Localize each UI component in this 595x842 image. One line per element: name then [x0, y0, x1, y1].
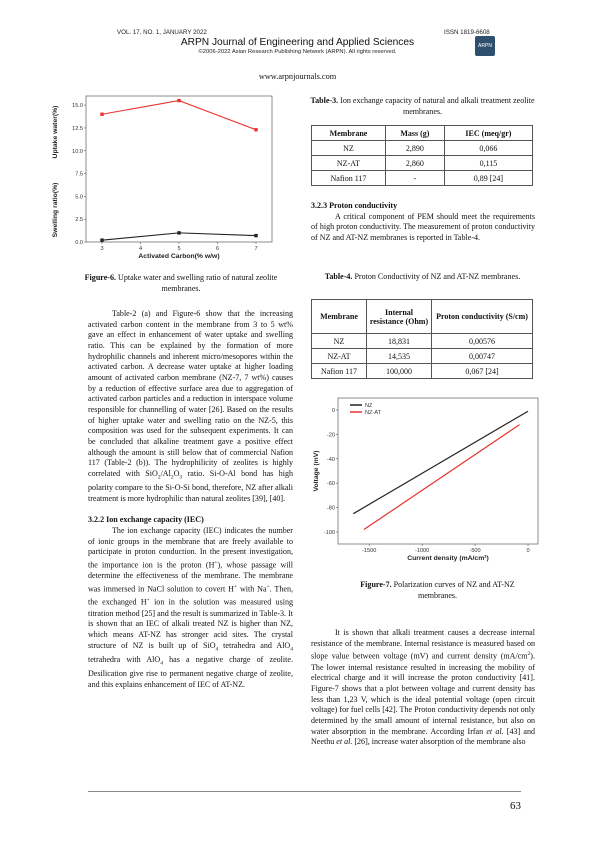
legend-label: NZ [365, 403, 373, 409]
issn: ISSN 1819-6608 [444, 29, 490, 36]
section-3-2-2-heading: 3.2.2 Ion exchange capacity (IEC) [88, 515, 204, 525]
figure-6-chart [44, 92, 276, 260]
t3-header: IEC (meq/gr) [444, 126, 532, 141]
plot-frame [338, 398, 538, 544]
journal-title: ARPN Journal of Engineering and Applied Sciences [180, 37, 415, 48]
swelling-ratio-point [254, 234, 257, 237]
t3-cell: NZ [312, 141, 386, 156]
uptake-water-point [177, 99, 180, 102]
y-tick-label: 0 [331, 408, 335, 414]
t4-header: Membrane [312, 300, 367, 334]
x-tick-label: -1000 [414, 548, 430, 554]
t3-cell: 0,066 [444, 141, 532, 156]
swelling-ratio-point [177, 231, 180, 234]
t3-cell: Nafion 117 [312, 171, 386, 186]
table-3-caption-text: Ion exchange capacity of natural and alkali treatment zeolite membranes. [340, 96, 535, 116]
y-axis-title: Voltage (mV) [313, 450, 320, 492]
x-tick-label: 0 [526, 548, 530, 554]
t3-cell: 2,860 [385, 156, 444, 171]
x-tick-label: 5 [177, 246, 181, 252]
t3-cell: 0,115 [444, 156, 532, 171]
x-tick-label: 6 [215, 246, 220, 252]
paragraph-proton-intro: A critical component of PEM should meet the requirements of high proton conductivity. The measurement of proton conductivity of NZ and AT-NZ membranes is reported in Table-4. [311, 211, 535, 242]
y-tick-label: 10.0 [72, 148, 83, 155]
paragraph-internal-resistance: It is shown that alkali treatment causes a decrease internal resistance of the membrane. Internal resistance is measured based on slope value between voltage (mV) and current density $(mA/cm^2)$. The lower internal resistance resulted in increasing the mobility of electrical charge and it will increase the proton conductivity [41]. Figure-7 shows that a plot between voltage and current density has less than 1,23 V, which is the ideal potential voltage (open circuit voltage) for fuel cells [42]. The Proton conductivity depends not only determined by the small amount of internal resistance, but also on water absorption in the membrane. According Irfan et al. [43] and Neethu et al. [26], increase water absorption of the membrane also [311, 628, 535, 747]
x-axis-title: Current density (mA/cm²) [407, 555, 489, 562]
y-tick-label: -100 [323, 530, 335, 536]
legend-label: NZ-AT [365, 410, 382, 416]
table-3-caption: Table-3. Ion exchange capacity of natural and alkali treatment zeolite membranes. [310, 96, 535, 116]
t3-cell: - [385, 171, 444, 186]
paragraph-water-uptake: Table-2 (a) and Figure-6 show that the increasing activated carbon content in the membrane from 3 to 5 wt% gave an effect in enhancement of water uptake and swelling ratio. This can be explained by the formation of more hydrophilic channels and inherent micro/mesopores within the activated carbon. A decrease water uptake at higher loading amount of activated carbon membrane (NZ-7, 7 wt%) causes by a reduction of effective surface area due to aggregation of activated carbon particles and a reduction in interspace volume responsible for channelling of water [26]. Based on the results of higher uptake water and swelling ratio on the NZ-5, this composition was used for the subsequent experiments. It can be concluded that alkaline treatment gave a positive effect although the amount is still below that of commercial Nafion 117 (Table-2 (b)). The hydrophilicity of zeolites is highly correlated with $SiO_2/Al_2O_3$ ratio. Si-O-Al bond has high polarity compare to the Si-O-Si bond, therefore, NZ after alkali treatment is more hydrophilic than natural zeolites [39], [40]. [88, 309, 294, 503]
t4-header: Internal resistance (Ohm) [367, 300, 432, 334]
website: www.arpnjournals.com [258, 72, 337, 81]
table-4-caption-text: Proton Conductivity of NZ and AT-NZ membranes. [354, 272, 521, 281]
x-tick-label: 4 [138, 246, 143, 252]
y-tick-label: 5.0 [75, 194, 83, 201]
x-axis-title: Activated Carbon(% w/w) [138, 253, 220, 260]
figure-6-caption [82, 273, 280, 294]
t3-cell: NZ-AT [312, 156, 386, 171]
table-4-caption: Table-4. Proton Conductivity of NZ and AT-NZ membranes. [324, 272, 521, 281]
plot-frame [86, 96, 272, 242]
right-column-bottom [311, 628, 535, 748]
table-3 [311, 125, 533, 186]
footer-divider [88, 791, 521, 792]
uptake-water-point [100, 113, 103, 116]
t4-cell: 0,00576 [432, 334, 533, 349]
figure-7-caption: Figure-7. Polarization curves of NZ and AT-NZ membranes. [360, 580, 515, 600]
page-number: 63 [510, 800, 521, 812]
y-tick-label: 2.5 [75, 217, 83, 224]
y-tick-label: 7.5 [75, 171, 83, 178]
volume-info: VOL. 17, NO. 1, JANUARY 2022 [117, 29, 207, 36]
uptake-water-point [254, 128, 257, 131]
y-tick-label: -60 [326, 481, 335, 488]
t4-cell: NZ-AT [312, 349, 367, 364]
swelling-ratio-point [100, 238, 103, 241]
y-tick-label: -20 [326, 432, 335, 439]
t4-cell: 18,831 [367, 334, 432, 349]
section-3-2-3 [311, 201, 535, 244]
t4-cell: 0,067 [24] [432, 364, 533, 379]
figure-7-chart [308, 392, 540, 574]
copyright: ©2006-2022 Asian Research Publishing Network (ARPN). All rights reserved. [198, 49, 397, 55]
paragraph-iec: The ion exchange capacity (IEC) indicates the number of ionic groups in the membrane that are freely available to participate in proton conduction. In the present investigation, the importance ion is the proton (H+), whose passage will determine the effectiveness of the membrane. The membrane was immersed in NaCl solution to covert H+ with Na+. Then, the exchanged H+ ion in the solution was measured using titration method [25] and the result is summarized in Table-3. It is shown that an IEC of alkali treated NZ is higher than NZ, which means AT-NZ has stronger acid sites. The crystal structure of NZ is built up of SiO$_4$ tetrahedra and AlO$_4$ tetrahedra with AlO$_4$ has a negative charge of zeolite. Desilication give rise to permanent negative charge of zeolite, and this explains enhancement of IEC of AT-NZ. [88, 526, 293, 689]
y-tick-label: 0.0 [75, 240, 83, 246]
x-tick-label: 3 [100, 246, 104, 252]
left-column [88, 309, 293, 691]
t4-cell: Nafion 117 [312, 364, 367, 379]
table-4 [311, 299, 533, 379]
y-tick-label: -80 [326, 505, 335, 512]
t4-cell: 0,00747 [432, 349, 533, 364]
t4-cell: NZ [312, 334, 367, 349]
y-axis-title-swelling: Swelling ratio(%) [52, 182, 59, 238]
figure-6-label: Figure-6. [84, 273, 117, 282]
x-tick-label: -1500 [362, 548, 377, 554]
x-tick-label: -500 [469, 548, 481, 554]
y-tick-label: 15.0 [72, 103, 83, 110]
t3-header: Membrane [312, 126, 386, 141]
t3-cell: 2,890 [385, 141, 444, 156]
t3-cell: 0,89 [24] [444, 171, 532, 186]
t4-header: Proton conductivity (S/cm) [432, 300, 533, 334]
figure-6-caption-text: Uptake water and swelling ratio of natural zeolite membranes. [118, 273, 278, 293]
y-tick-label: -40 [326, 456, 335, 463]
figure-7-caption-text: Polarization curves of NZ and AT-NZ membranes. [393, 580, 515, 600]
x-tick-label: 7 [254, 246, 258, 252]
t3-header: Mass (g) [385, 126, 444, 141]
uptake-water-line [102, 101, 256, 130]
nz-line [353, 411, 528, 513]
t4-cell: 14,535 [367, 349, 432, 364]
y-tick-label: 12.5 [72, 125, 83, 132]
y-axis-title-uptake: Uptake water(%) [52, 105, 59, 159]
journal-logo-icon: ARPN [475, 36, 495, 56]
t4-cell: 100,000 [367, 364, 432, 379]
nz-at-line [364, 425, 520, 530]
section-3-2-3-heading: 3.2.3 Proton conductivity [311, 201, 398, 210]
